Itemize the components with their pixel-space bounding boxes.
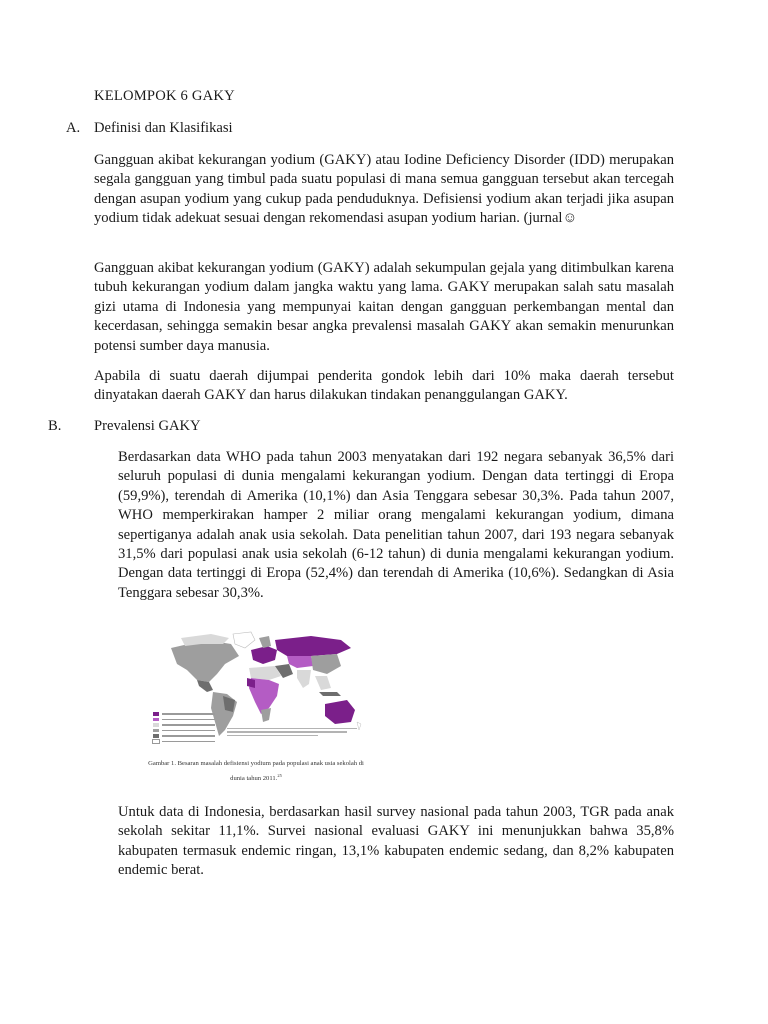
section-b-paragraph-1: Berdasarkan data WHO pada tahun 2003 menyatakan dari 192 negara sebanyak 36,5% dari seluruh populasi di dunia mengalami kekurangan yodium. Dengan data tertinggi di Eropa (59,9%), terendah di Amerika (10,1%) dan Asia Tenggara sebesar 30,3%. Pada tahun 2007, WHO memperkirakan hamper 2 miliar orang mengalami kekurangan yodium, dimana sepertiganya adalah anak usia sekolah. Data penelitian tahun 2007, dari 193 negara sebanyak 31,5% dari populasi anak usia sekolah (6-12 tahun) di dunia mengalami kekurangan yodium. Dengan data tertinggi di Eropa (52,4%) dan terendah di Amerika (10,6%). Sedangkan di Asia Tenggara sebesar 30,3%. [118,449,674,601]
legend-text-line [162,730,215,731]
legend-swatch [153,729,159,732]
legend-row [153,728,215,732]
section-b-marker: B. [48,418,62,434]
smiley-icon: ☺ [562,210,578,227]
document-title: KELOMPOK 6 GAKY [94,88,235,104]
section-a-paragraph-1-text: Gangguan akibat kekurangan yodium (GAKY) atau Iodine Deficiency Disorder (IDD) merupakan segala gangguan yang timbul pada suatu populasi di mana semua gangguan tersebut akan tercegah dengan asupan yodium yang cukup pada penduduknya. Defisiensi yodium akan terjadi jika asupan yodium tidak adekuat sesuai dengan rekomendasi asupan yodium harian. (jurnal [94,152,674,227]
legend-swatch [153,712,159,715]
map-legend [153,712,215,745]
map-note-line [227,728,357,729]
legend-row [153,717,215,721]
legend-row [153,712,215,716]
legend-swatch [153,723,159,726]
legend-row [153,739,215,743]
figure-caption-reference: 25 [277,773,282,778]
world-map-figure [145,630,367,790]
section-b-title: Prevalensi GAKY [94,418,201,434]
figure-caption-line-1: Gambar 1. Besaran masalah defisiensi yodium pada populasi anak usia sekolah di [148,760,364,767]
legend-swatch [153,718,159,721]
section-a-paragraph-2: Gangguan akibat kekurangan yodium (GAKY) adalah sekumpulan gejala yang ditimbulkan karena tubuh kekurangan yodium dalam jangka waktu yang lama. GAKY merupakan salah satu masalah gizi utama di Indonesia yang mempunyai kaitan dengan gangguan perkembangan mental dan kecerdasan, sehingga semakin besar angka prevalensi masalah GAKY akan semakin menurunkan potensi sumber daya manusia. [94,260,674,354]
section-a-marker: A. [66,120,81,136]
section-b-paragraph-2: Untuk data di Indonesia, berdasarkan hasil survey nasional pada tahun 2003, TGR pada anak sekolah sekitar 11,1%. Survei nasional evaluasi GAKY ini menunjukkan bahwa 35,8% kabupaten termasuk endemic ringan, 13,1% kabupaten endemic sedang, dan 8,2% kabupaten endemic berat. [118,804,674,879]
figure-caption-line-2 [145,770,367,785]
legend-row [153,734,215,738]
section-a-paragraph-3: Apabila di suatu daerah dijumpai penderita gondok lebih dari 10% maka daerah tersebut dinyatakan daerah GAKY dan harus dilakukan tindakan penanggulangan GAKY. [94,368,674,404]
map-note-line [227,731,347,732]
section-a-title: Definisi dan Klasifikasi [94,120,233,136]
legend-text-line [162,741,215,742]
legend-text-line [162,719,215,720]
map-note [227,728,357,738]
legend-swatch [153,734,159,737]
legend-text-line [162,724,215,725]
figure-caption [145,758,367,785]
map-note-line [227,735,318,736]
section-a-paragraph-1 [94,151,674,229]
figure-caption-year: dunia tahun 2011. [230,775,278,783]
legend-text-line [162,713,215,714]
legend-swatch [153,740,159,743]
legend-row [153,723,215,727]
legend-text-line [162,735,215,736]
